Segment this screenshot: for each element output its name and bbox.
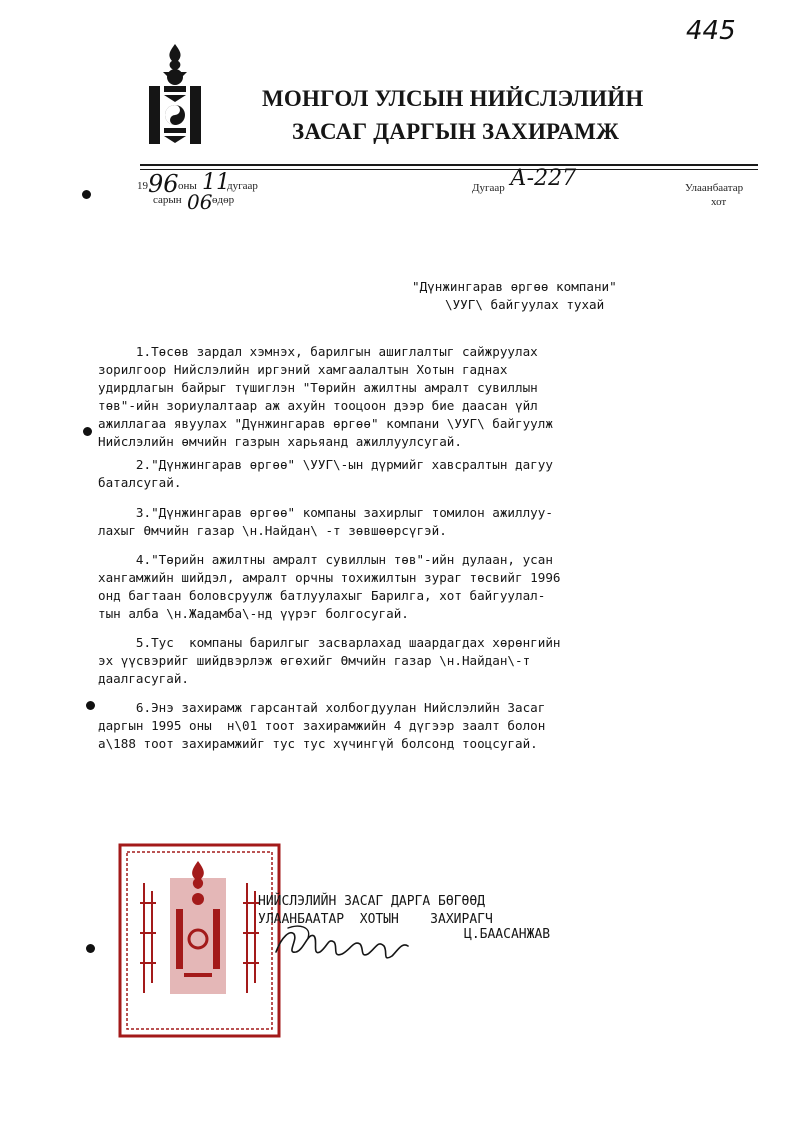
paragraph-4 — [98, 551, 698, 623]
header-rule-bottom — [140, 169, 758, 170]
subject-line1: "Дүнжингарав өргөө компани" — [412, 279, 617, 294]
paragraph-3 — [98, 504, 698, 540]
paragraph-line: а\188 тоот захирамжийг тус тус хүчингүй болсонд тооцсугай. — [98, 736, 538, 751]
paragraph-line: 2."Дүнжингарав өргөө" \УУГ\-ын дүрмийг хавсралтын дагуу — [98, 457, 553, 472]
paragraph-line: хангамжийн шийдэл, амралт орчны тохижилтын зураг төсвийг 1996 — [98, 570, 561, 585]
place-city: Улаанбаатар — [685, 182, 744, 194]
signatory-title-line2: УЛААНБААТАР ХОТЫН ЗАХИРАГЧ — [258, 912, 493, 927]
date-year-prefix: 19 — [137, 180, 148, 192]
date-ony-label: оны — [178, 180, 197, 192]
date-saryn-label: сарын — [153, 194, 182, 206]
paragraph-line: Нийслэлийн өмчийн газрын харьяанд ажиллуулсугай. — [98, 434, 462, 449]
paragraph-line: тын алба \н.Жадамба\-нд үүрэг болгосугай. — [98, 606, 409, 621]
paragraph-line: 3."Дүнжингарав өргөө" компаны захирлыг томилон ажиллуу- — [98, 505, 553, 520]
paragraph-line: эх үүсвэрийг шийдвэрлэж өгөхийг Өмчийн газар \н.Найдан\-т — [98, 653, 531, 668]
paragraph-line: 6.Энэ захирамж гарсантай холбогдуулан Нийслэлийн Засаг — [98, 700, 546, 715]
paragraph-2 — [98, 456, 698, 492]
place-hot: хот — [711, 196, 727, 208]
paragraph-line: 5.Тус компаны барилгыг засварлахад шаардагдах хөрөнгийн — [98, 635, 561, 650]
paragraph-line: зорилгоор Нийслэлийн иргэний хамгаалалтын Хотын гаднах — [98, 362, 508, 377]
date-day-suffix: өдөр — [212, 194, 235, 206]
paragraph-line: төв"-ийн зориулалтаар аж ахуйн тооцоон дээр бие даасан үйл — [98, 398, 538, 413]
punch-hole-mark — [86, 944, 95, 953]
order-number-label: Дугаар — [472, 182, 505, 194]
header-rule-top — [140, 164, 758, 166]
paragraph-6 — [98, 699, 698, 753]
signatory-name: Ц.БААСАНЖАВ — [464, 927, 551, 942]
paragraph-line: удирдлагын байрыг түшиглэн "Төрийн ажилтны амралт сувиллын — [98, 380, 538, 395]
punch-hole-mark — [86, 701, 95, 710]
document-title-line2: ЗАСАГ ДАРГЫН ЗАХИРАМЖ — [292, 119, 620, 144]
subject-line2: \УУГ\ байгуулах тухай — [445, 297, 605, 312]
paragraph-1 — [98, 343, 698, 451]
paragraph-line: 1.Төсөв зардал хэмнэх, барилгын ашиглалтыг сайжруулах — [98, 344, 538, 359]
date-year-handwritten: 96 — [148, 170, 179, 198]
date-day-handwritten: 06 — [187, 190, 213, 214]
paragraph-line: даргын 1995 оны н\01 тоот захирамжийн 4 дүгээр заалт болон — [98, 718, 546, 733]
state-seal-stamp — [118, 843, 281, 1038]
paragraph-line: лахыг Өмчийн газар \н.Найдан\ -т зөвшөөрсүгэй. — [98, 523, 447, 538]
paragraph-5 — [98, 634, 698, 688]
date-month-suffix: дугаар — [227, 180, 258, 192]
date-month-handwritten: 11 — [202, 170, 230, 195]
document-title-line1: МОНГОЛ УЛСЫН НИЙСЛЭЛИЙН — [262, 86, 644, 111]
soyombo-emblem-icon — [145, 42, 205, 144]
order-number-handwritten: А-227 — [510, 166, 577, 191]
paragraph-line: даалгасугай. — [98, 671, 189, 686]
paragraph-line: онд багтаан боловсруулж батлуулахыг Барилга, хот байгуулал- — [98, 588, 546, 603]
punch-hole-mark — [83, 427, 92, 436]
paragraph-line: 4."Төрийн ажилтны амралт сувиллын төв"-ийн дулаан, усан — [98, 552, 553, 567]
page-number: 445 — [686, 16, 736, 46]
handwritten-signature — [268, 918, 418, 968]
paragraph-line: ажиллагаа явуулах "Дүнжингарав өргөө" компани \УУГ\ байгуулж — [98, 416, 553, 431]
signatory-title-line1: НИЙСЛЭЛИЙН ЗАСАГ ДАРГА БӨГӨӨД — [258, 894, 485, 909]
punch-hole-mark — [82, 190, 91, 199]
paragraph-line: баталсугай. — [98, 475, 182, 490]
